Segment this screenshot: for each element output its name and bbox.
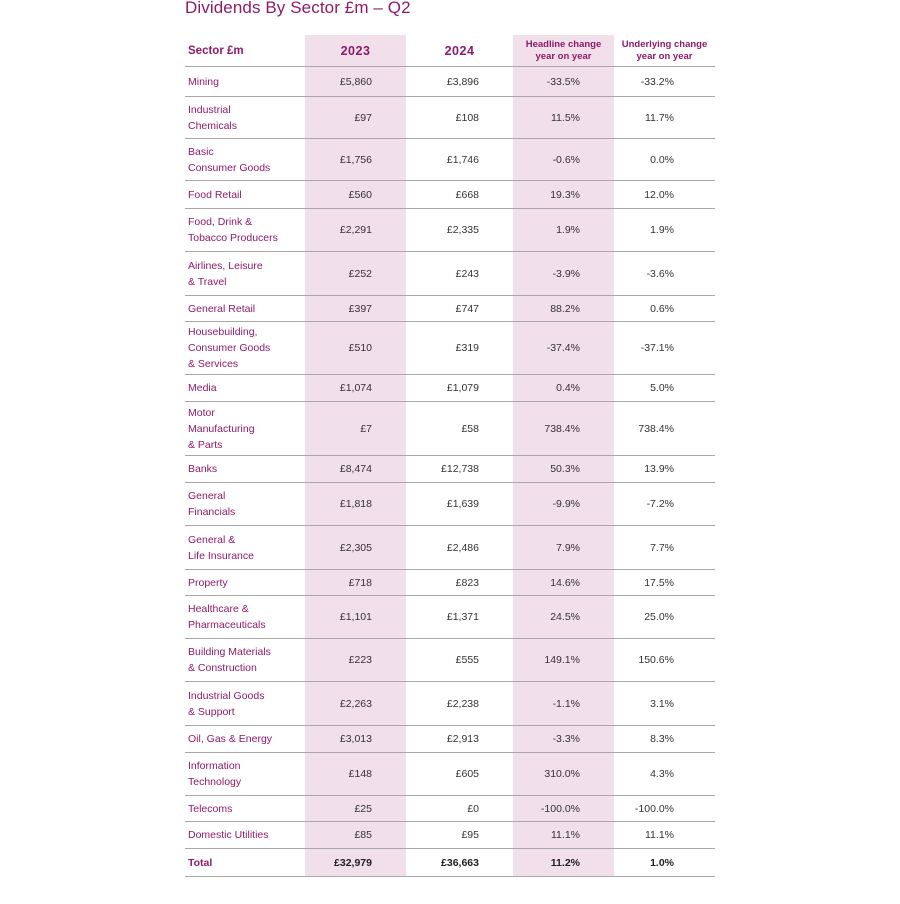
underlying-change: 12.0% bbox=[614, 181, 715, 209]
sector-name bbox=[185, 682, 305, 726]
value-2024: £58 bbox=[406, 402, 513, 456]
table-row bbox=[185, 67, 715, 97]
underlying-change: -3.6% bbox=[614, 252, 715, 296]
sector-name-line: Housebuilding, bbox=[188, 326, 258, 338]
underlying-change: 7.7% bbox=[614, 526, 715, 570]
sector-name bbox=[185, 796, 305, 822]
table-row bbox=[185, 402, 715, 456]
sector-name-line: Food Retail bbox=[188, 188, 242, 201]
headline-change: 19.3% bbox=[513, 181, 614, 209]
value-2023: £97 bbox=[305, 97, 406, 139]
sector-name bbox=[185, 639, 305, 682]
value-2023: £25 bbox=[305, 796, 406, 822]
value-2023: £252 bbox=[305, 252, 406, 296]
value-2024: £1,639 bbox=[406, 483, 513, 526]
underlying-change: 150.6% bbox=[614, 639, 715, 682]
value-2023: £1,756 bbox=[305, 139, 406, 181]
headline-change: -37.4% bbox=[513, 322, 614, 375]
total-2023: £32,979 bbox=[305, 849, 406, 877]
sector-name-line: Consumer Goods bbox=[188, 161, 271, 174]
headline-change: 11.5% bbox=[513, 97, 614, 139]
value-2024: £1,746 bbox=[406, 139, 513, 181]
table-row bbox=[185, 726, 715, 753]
headline-change: 310.0% bbox=[513, 753, 614, 796]
table-header-row bbox=[185, 35, 715, 67]
total-headline-change: 11.2% bbox=[513, 849, 614, 877]
underlying-change: 11.7% bbox=[614, 97, 715, 139]
value-2024: £668 bbox=[406, 181, 513, 209]
header-headline-line2: year on year bbox=[535, 50, 592, 62]
sector-name-line: Airlines, Leisure bbox=[188, 259, 263, 272]
headline-change: -1.1% bbox=[513, 682, 614, 726]
headline-change: 738.4% bbox=[513, 402, 614, 456]
value-2023: £2,263 bbox=[305, 682, 406, 726]
headline-change: -3.9% bbox=[513, 252, 614, 296]
headline-change: 7.9% bbox=[513, 526, 614, 570]
header-2024: 2024 bbox=[406, 35, 513, 67]
sector-name-line: General bbox=[188, 490, 226, 502]
value-2024: £0 bbox=[406, 796, 513, 822]
value-2024: £243 bbox=[406, 252, 513, 296]
sector-name-line: Tobacco Producers bbox=[188, 232, 278, 244]
header-underlying-change bbox=[614, 35, 715, 67]
underlying-change: -7.2% bbox=[614, 483, 715, 526]
value-2023: £718 bbox=[305, 570, 406, 596]
value-2024: £2,486 bbox=[406, 526, 513, 570]
sector-name bbox=[185, 139, 305, 181]
headline-change: 50.3% bbox=[513, 456, 614, 483]
page-title: Dividends By Sector £m – Q2 bbox=[185, 0, 411, 17]
headline-change: -3.3% bbox=[513, 726, 614, 753]
value-2023: £2,291 bbox=[305, 209, 406, 252]
headline-change: 24.5% bbox=[513, 596, 614, 639]
sector-name bbox=[185, 322, 305, 375]
total-label: Total bbox=[185, 849, 305, 877]
value-2024: £3,896 bbox=[406, 67, 513, 97]
table-row bbox=[185, 296, 715, 322]
sector-name-line: Healthcare & bbox=[188, 603, 249, 615]
headline-change: 14.6% bbox=[513, 570, 614, 596]
table-row bbox=[185, 97, 715, 139]
sector-name-line: Basic bbox=[188, 145, 214, 158]
value-2023: £8,474 bbox=[305, 456, 406, 483]
value-2024: £555 bbox=[406, 639, 513, 682]
value-2024: £12,738 bbox=[406, 456, 513, 483]
headline-change: -33.5% bbox=[513, 67, 614, 97]
sector-name-line: Mining bbox=[188, 75, 219, 88]
sector-name-line: & Support bbox=[188, 705, 235, 718]
underlying-change: 17.5% bbox=[614, 570, 715, 596]
sector-name-line: & Construction bbox=[188, 662, 257, 674]
table-row bbox=[185, 375, 715, 402]
table-row bbox=[185, 139, 715, 181]
value-2024: £823 bbox=[406, 570, 513, 596]
sector-name bbox=[185, 402, 305, 456]
header-underlying-line1: Underlying change bbox=[621, 38, 708, 50]
headline-change: -100.0% bbox=[513, 796, 614, 822]
value-2023: £510 bbox=[305, 322, 406, 375]
sector-name-line: & Parts bbox=[188, 438, 223, 451]
value-2024: £319 bbox=[406, 322, 513, 375]
sector-name-line: Banks bbox=[188, 463, 218, 475]
underlying-change: 5.0% bbox=[614, 375, 715, 402]
sector-name-line: Industrial Goods bbox=[188, 689, 265, 702]
table-row bbox=[185, 526, 715, 570]
headline-change: 1.9% bbox=[513, 209, 614, 252]
sector-name-line: Telecoms bbox=[188, 802, 233, 815]
sector-name-line: Financials bbox=[188, 506, 236, 518]
headline-change: 11.1% bbox=[513, 822, 614, 849]
underlying-change: 13.9% bbox=[614, 456, 715, 483]
value-2023: £223 bbox=[305, 639, 406, 682]
underlying-change: -33.2% bbox=[614, 67, 715, 97]
sector-name-line: & Travel bbox=[188, 275, 227, 288]
sector-name bbox=[185, 822, 305, 849]
sector-name-line: Domestic Utilities bbox=[188, 829, 269, 841]
sector-name-line: Property bbox=[188, 576, 228, 589]
headline-change: -0.6% bbox=[513, 139, 614, 181]
sector-name-line: General Retail bbox=[188, 302, 256, 315]
table-row bbox=[185, 252, 715, 296]
header-2023: 2023 bbox=[305, 35, 406, 67]
sector-name-line: Chemicals bbox=[188, 119, 238, 132]
table-total-row bbox=[185, 849, 715, 877]
value-2024: £108 bbox=[406, 97, 513, 139]
value-2023: £3,013 bbox=[305, 726, 406, 753]
dividends-by-sector-table bbox=[185, 35, 715, 877]
value-2023: £1,101 bbox=[305, 596, 406, 639]
sector-name-line: General & bbox=[188, 533, 236, 546]
underlying-change: 8.3% bbox=[614, 726, 715, 753]
dividends-table-container bbox=[185, 35, 715, 877]
sector-name bbox=[185, 209, 305, 252]
sector-name-line: Technology bbox=[188, 776, 242, 788]
table-row bbox=[185, 753, 715, 796]
table-row bbox=[185, 796, 715, 822]
value-2023: £7 bbox=[305, 402, 406, 456]
header-sector: Sector £m bbox=[185, 35, 305, 67]
sector-name-line: Food, Drink & bbox=[188, 216, 253, 228]
value-2024: £747 bbox=[406, 296, 513, 322]
header-underlying-line2: year on year bbox=[636, 50, 693, 62]
sector-name bbox=[185, 97, 305, 139]
headline-change: -9.9% bbox=[513, 483, 614, 526]
sector-name bbox=[185, 526, 305, 570]
value-2024: £2,335 bbox=[406, 209, 513, 252]
sector-name bbox=[185, 296, 305, 322]
underlying-change: 738.4% bbox=[614, 402, 715, 456]
value-2024: £2,913 bbox=[406, 726, 513, 753]
underlying-change: 1.9% bbox=[614, 209, 715, 252]
total-2024: £36,663 bbox=[406, 849, 513, 877]
underlying-change: -100.0% bbox=[614, 796, 715, 822]
headline-change: 0.4% bbox=[513, 375, 614, 402]
underlying-change: 4.3% bbox=[614, 753, 715, 796]
sector-name-line: Information bbox=[188, 760, 241, 772]
sector-name-line: Oil, Gas & Energy bbox=[188, 733, 273, 745]
sector-name-line: Motor bbox=[188, 406, 215, 419]
value-2023: £560 bbox=[305, 181, 406, 209]
header-headline-change bbox=[513, 35, 614, 67]
table-row bbox=[185, 596, 715, 639]
value-2023: £1,818 bbox=[305, 483, 406, 526]
value-2024: £2,238 bbox=[406, 682, 513, 726]
sector-name bbox=[185, 483, 305, 526]
sector-name-line: Building Materials bbox=[188, 646, 271, 658]
total-underlying-change: 1.0% bbox=[614, 849, 715, 877]
underlying-change: 0.0% bbox=[614, 139, 715, 181]
headline-change: 88.2% bbox=[513, 296, 614, 322]
sector-name-line: Industrial bbox=[188, 103, 231, 116]
value-2023: £397 bbox=[305, 296, 406, 322]
sector-name bbox=[185, 252, 305, 296]
value-2024: £1,079 bbox=[406, 375, 513, 402]
sector-name bbox=[185, 375, 305, 402]
underlying-change: 11.1% bbox=[614, 822, 715, 849]
sector-name-line: Consumer Goods bbox=[188, 342, 271, 354]
table-row bbox=[185, 209, 715, 252]
sector-name bbox=[185, 181, 305, 209]
sector-name bbox=[185, 753, 305, 796]
sector-name-line: Life Insurance bbox=[188, 549, 254, 562]
table-row bbox=[185, 639, 715, 682]
value-2023: £85 bbox=[305, 822, 406, 849]
table-row bbox=[185, 570, 715, 596]
sector-name-line: Pharmaceuticals bbox=[188, 619, 266, 631]
value-2024: £1,371 bbox=[406, 596, 513, 639]
sector-name bbox=[185, 570, 305, 596]
sector-name bbox=[185, 67, 305, 97]
value-2024: £605 bbox=[406, 753, 513, 796]
table-row bbox=[185, 483, 715, 526]
value-2023: £2,305 bbox=[305, 526, 406, 570]
underlying-change: 0.6% bbox=[614, 296, 715, 322]
sector-name bbox=[185, 596, 305, 639]
sector-name-line: Manufacturing bbox=[188, 422, 255, 435]
underlying-change: 3.1% bbox=[614, 682, 715, 726]
sector-name-line: Media bbox=[188, 382, 217, 394]
value-2024: £95 bbox=[406, 822, 513, 849]
table-row bbox=[185, 682, 715, 726]
underlying-change: 25.0% bbox=[614, 596, 715, 639]
table-row bbox=[185, 181, 715, 209]
table-row bbox=[185, 822, 715, 849]
sector-name bbox=[185, 726, 305, 753]
value-2023: £5,860 bbox=[305, 67, 406, 97]
value-2023: £148 bbox=[305, 753, 406, 796]
table-row bbox=[185, 322, 715, 375]
sector-name bbox=[185, 456, 305, 483]
sector-name-line: & Services bbox=[188, 358, 239, 370]
underlying-change: -37.1% bbox=[614, 322, 715, 375]
value-2023: £1,074 bbox=[305, 375, 406, 402]
table-row bbox=[185, 456, 715, 483]
header-headline-line1: Headline change bbox=[525, 38, 602, 50]
headline-change: 149.1% bbox=[513, 639, 614, 682]
